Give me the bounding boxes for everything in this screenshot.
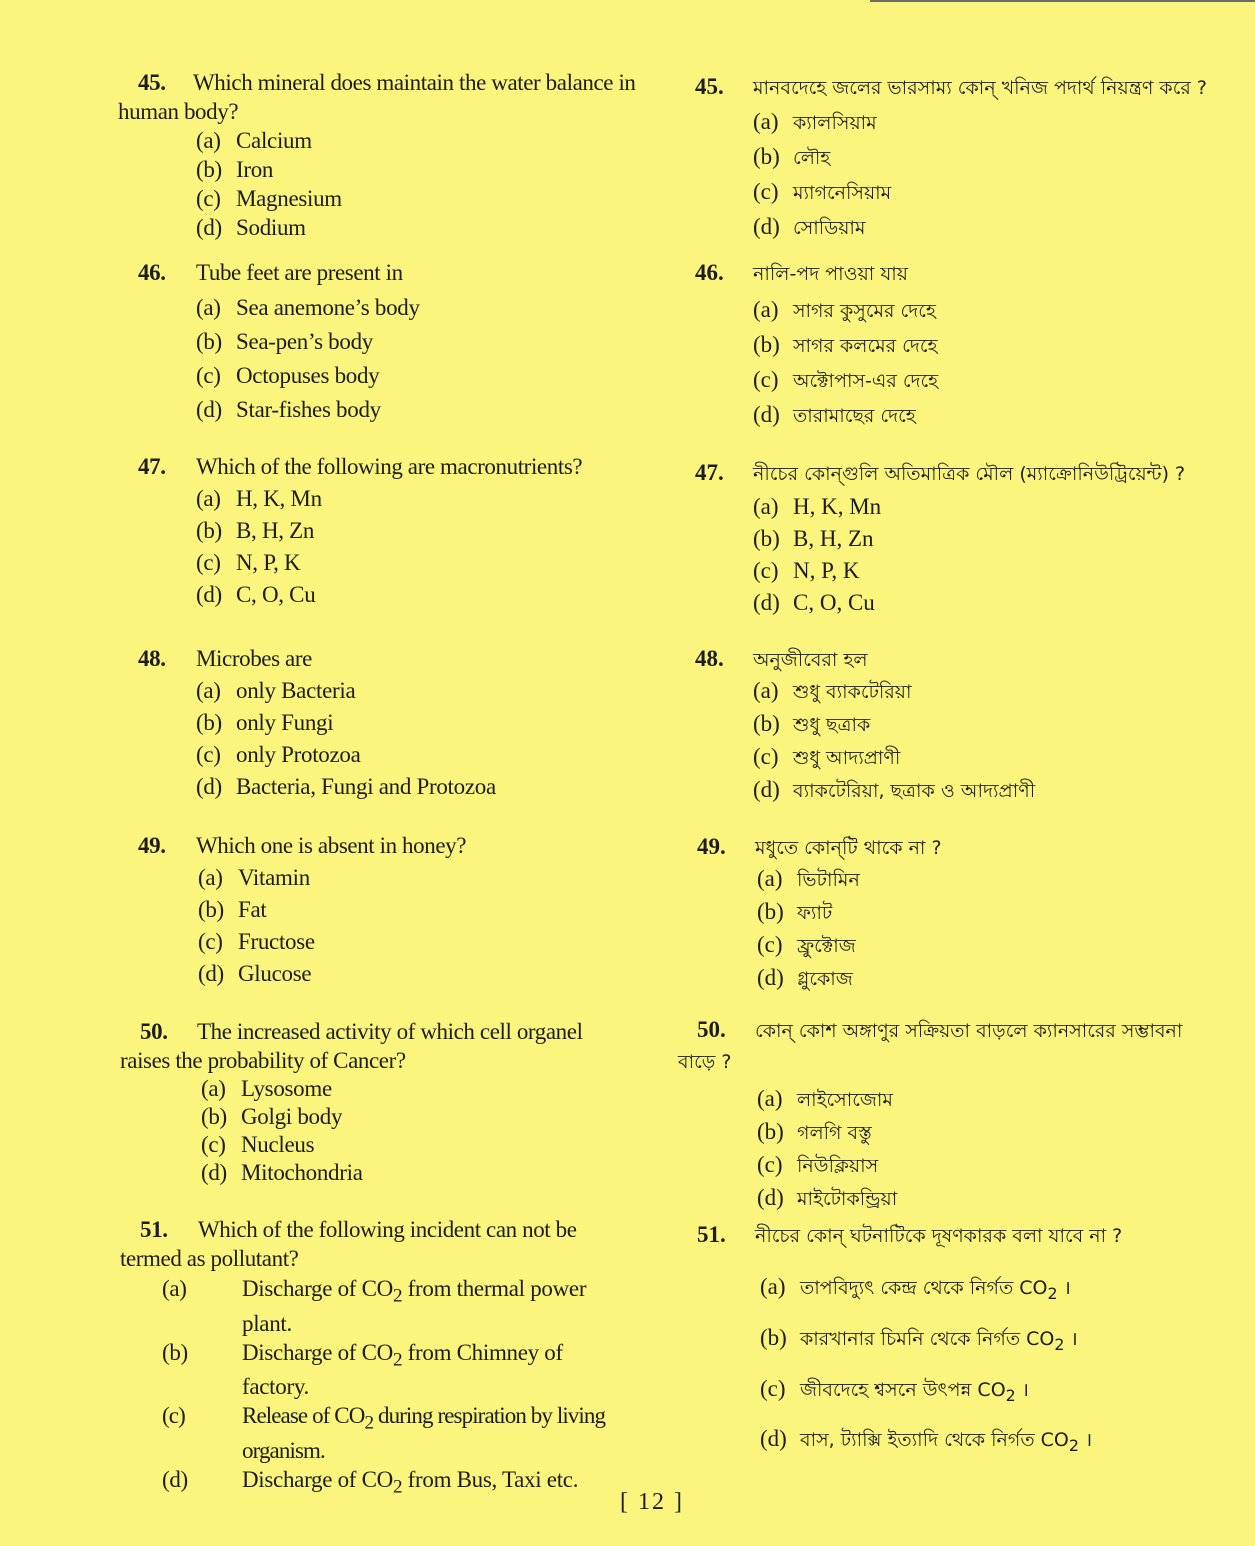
option-c[interactable]: (c) N, P, K [753, 558, 860, 583]
option-d[interactable]: (d) ব্যাকটেরিয়া, ছত্রাক ও আদ্যপ্রাণী [753, 777, 1036, 802]
option-b[interactable]: (b) B, H, Zn [753, 526, 874, 551]
option-d[interactable]: (d) বাস, ট্যাক্সি ইত্যাদি থেকে নির্গত $CO_2$ । [760, 1426, 1093, 1456]
question-stem: অনুজীবেরা হল [753, 649, 868, 671]
question-stem: Which of the following are macronutrients? [196, 454, 583, 479]
option-b[interactable]: (b) ফ্যাট [757, 899, 833, 924]
option-b[interactable]: (b) Sea-pen’s body [196, 329, 373, 354]
question-number: 48. [695, 646, 724, 671]
question-48-en [0, 644, 640, 803]
option-c[interactable]: (c) শুধু আদ্যপ্রাণী [753, 744, 901, 769]
option-c[interactable]: (c) জীবদেহে শ্বসনে উৎপন্ন $CO_2$ । [760, 1375, 1029, 1405]
option-c[interactable]: (c) Nucleus [201, 1132, 315, 1157]
options-list [660, 105, 1255, 245]
question-number: 45. [138, 70, 166, 95]
option-b[interactable]: (b) Iron [196, 157, 274, 182]
question-text [0, 1215, 632, 1273]
option-d[interactable]: (d) তারামাছের দেহে [753, 402, 916, 427]
question-number: 50. [697, 1017, 726, 1042]
option-c[interactable]: (c) ম্যাগনেসিয়াম [753, 179, 892, 204]
question-number: 49. [138, 833, 166, 858]
option-b[interactable]: (b) B, H, Zn [196, 518, 315, 543]
question-46-en [0, 258, 640, 427]
question-number: 48. [138, 646, 166, 671]
question-text [0, 258, 640, 287]
option-c[interactable]: (c) অক্টোপাস-এর দেহে [753, 367, 939, 392]
option-c[interactable]: (c) Magnesium [196, 186, 342, 211]
question-text-continued: বাড়ে ? [678, 1051, 732, 1073]
option-c[interactable]: (c) only Protozoa [196, 742, 361, 767]
question-text [660, 832, 1255, 863]
option-b[interactable]: (b) সাগর কলমের দেহে [753, 332, 938, 357]
options-list [660, 863, 1255, 995]
question-number: 47. [138, 454, 166, 479]
question-text [0, 68, 638, 126]
top-edge-line [870, 0, 1255, 2]
question-stem: Which mineral does maintain the water balance in human body? [118, 70, 636, 124]
question-50-bn [660, 1015, 1255, 1215]
options-list [0, 483, 640, 611]
question-text [660, 644, 1255, 675]
question-stem: মানবদেহে জলের ভারসাম্য কোন্ খনিজ পদার্থ নিয়ন্ত্রণ করে ? [753, 77, 1207, 99]
question-stem: Microbes are [196, 646, 312, 671]
option-d[interactable]: (d) Discharge of $CO_2$ from Bus, Taxi etc. [162, 1466, 579, 1498]
option-c[interactable]: (c) Release of $CO_2$ during respiration by living organism. [162, 1403, 606, 1463]
option-a[interactable]: (a) Calcium [196, 128, 312, 153]
option-a[interactable]: (a) শুধু ব্যাকটেরিয়া [753, 678, 912, 703]
question-text [0, 452, 640, 481]
question-47-bn [660, 458, 1255, 619]
option-d[interactable]: (d) Glucose [198, 961, 312, 986]
option-a[interactable]: (a) H, K, Mn [753, 494, 882, 519]
option-a[interactable]: (a) H, K, Mn [196, 486, 322, 511]
option-b[interactable]: (b) Golgi body [201, 1104, 343, 1129]
options-list [660, 1083, 1255, 1215]
option-d[interactable]: (d) মাইটোকন্ড্রিয়া [757, 1185, 898, 1210]
options-list [0, 126, 640, 242]
question-51-en [0, 1215, 640, 1500]
option-b[interactable]: (b) Discharge of $CO_2$ from Chimney of factory. [162, 1339, 563, 1400]
question-49-en [0, 831, 640, 990]
question-46-bn [660, 258, 1255, 433]
question-stem: Tube feet are present in [196, 260, 403, 285]
option-d[interactable]: (d) Bacteria, Fungi and Protozoa [196, 774, 496, 799]
question-number: 47. [695, 460, 724, 485]
question-text [660, 458, 1255, 489]
option-b[interactable]: (b) only Fungi [196, 710, 334, 735]
options-list [0, 1075, 640, 1187]
options-list [0, 1275, 632, 1500]
question-stem: নালি-পদ পাওয়া যায় [753, 263, 908, 285]
options-list [0, 291, 640, 427]
option-d[interactable]: (d) গ্লুকোজ [757, 965, 853, 990]
option-c[interactable]: (c) নিউক্লিয়াস [757, 1152, 879, 1177]
option-d[interactable]: (d) Sodium [196, 215, 306, 240]
question-45-en [0, 68, 640, 242]
option-b[interactable]: (b) গলগি বস্তু [757, 1119, 872, 1144]
options-list [660, 1265, 1255, 1468]
option-a[interactable]: (a) only Bacteria [196, 678, 356, 703]
option-a[interactable]: (a) Vitamin [198, 865, 310, 890]
question-49-bn [660, 832, 1255, 995]
question-text [0, 1017, 632, 1075]
option-a[interactable]: (a) সাগর কুসুমের দেহে [753, 297, 936, 322]
option-c[interactable]: (c) N, P, K [196, 550, 301, 575]
option-c[interactable]: (c) Fructose [198, 929, 315, 954]
option-a[interactable]: (a) Discharge of $CO_2$ from thermal power plant. [162, 1276, 587, 1336]
question-stem: মধুতে কোন্‌টি থাকে না ? [755, 837, 942, 859]
option-a[interactable]: (a) তাপবিদ্যুৎ কেন্দ্র থেকে নির্গত $CO_2$ । [760, 1274, 1071, 1303]
options-list [0, 862, 640, 990]
question-number: 50. [140, 1019, 168, 1044]
question-number: 51. [697, 1222, 726, 1247]
question-text [0, 831, 640, 860]
question-51-bn [660, 1220, 1255, 1468]
page-number: [ 12 ] [620, 1489, 684, 1515]
question-stem: নীচের কোন্ ঘটনাটিকে দূষণকারক বলা যাবে না ? [755, 1225, 1123, 1247]
question-stem: Which one is absent in honey? [196, 833, 467, 858]
options-list [660, 293, 1255, 433]
question-number: 46. [695, 260, 724, 285]
question-number: 49. [697, 834, 726, 859]
option-a[interactable]: (a) Sea anemone’s body [196, 295, 420, 320]
question-stem: Which of the following incident can not be termed as pollutant? [120, 1217, 577, 1271]
question-50-en [0, 1017, 640, 1187]
question-stem: নীচের কোন্‌গুলি অতিমাত্রিক মৌল (ম্যাক্রোনিউট্রিয়েন্ট) ? [753, 463, 1186, 485]
question-text [0, 644, 640, 673]
question-47-en [0, 452, 640, 611]
question-text [660, 258, 1255, 289]
question-stem: The increased activity of which cell organel raises the probability of Cancer? [120, 1019, 583, 1073]
question-number: 51. [140, 1217, 168, 1242]
option-c[interactable]: (c) Octopuses body [196, 363, 380, 388]
question-stem: কোন্ কোশ অঙ্গাণুর সক্রিয়তা বাড়লে ক্যানসারের সম্ভাবনা [755, 1020, 1183, 1042]
question-number: 45. [695, 74, 724, 99]
question-text [660, 1220, 1255, 1251]
option-a[interactable]: (a) ক্যালসিয়াম [753, 109, 877, 134]
option-b[interactable]: (b) লৌহ [753, 144, 831, 169]
option-a[interactable]: (a) লাইসোজোম [757, 1086, 893, 1111]
option-d[interactable]: (d) Mitochondria [201, 1160, 363, 1185]
option-d[interactable]: (d) C, O, Cu [196, 582, 316, 607]
option-d[interactable]: (d) C, O, Cu [753, 590, 875, 615]
question-45-bn [660, 72, 1255, 245]
option-b[interactable]: (b) শুধু ছত্রাক [753, 711, 871, 736]
option-a[interactable]: (a) ভিটামিন [757, 866, 860, 891]
question-number: 46. [138, 260, 166, 285]
question-48-bn [660, 644, 1255, 807]
option-c[interactable]: (c) ফ্রুক্টোজ [757, 932, 856, 957]
option-a[interactable]: (a) Lysosome [201, 1076, 332, 1101]
options-list [660, 491, 1255, 619]
option-b[interactable]: (b) কারখানার চিমনি থেকে নির্গত $CO_2$ । [760, 1324, 1078, 1354]
options-list [660, 675, 1255, 807]
option-d[interactable]: (d) Star-fishes body [196, 397, 381, 422]
option-d[interactable]: (d) সোডিয়াম [753, 214, 866, 239]
option-b[interactable]: (b) Fat [198, 897, 267, 922]
question-text [660, 1015, 1255, 1046]
question-text [660, 72, 1255, 103]
options-list [0, 675, 640, 803]
